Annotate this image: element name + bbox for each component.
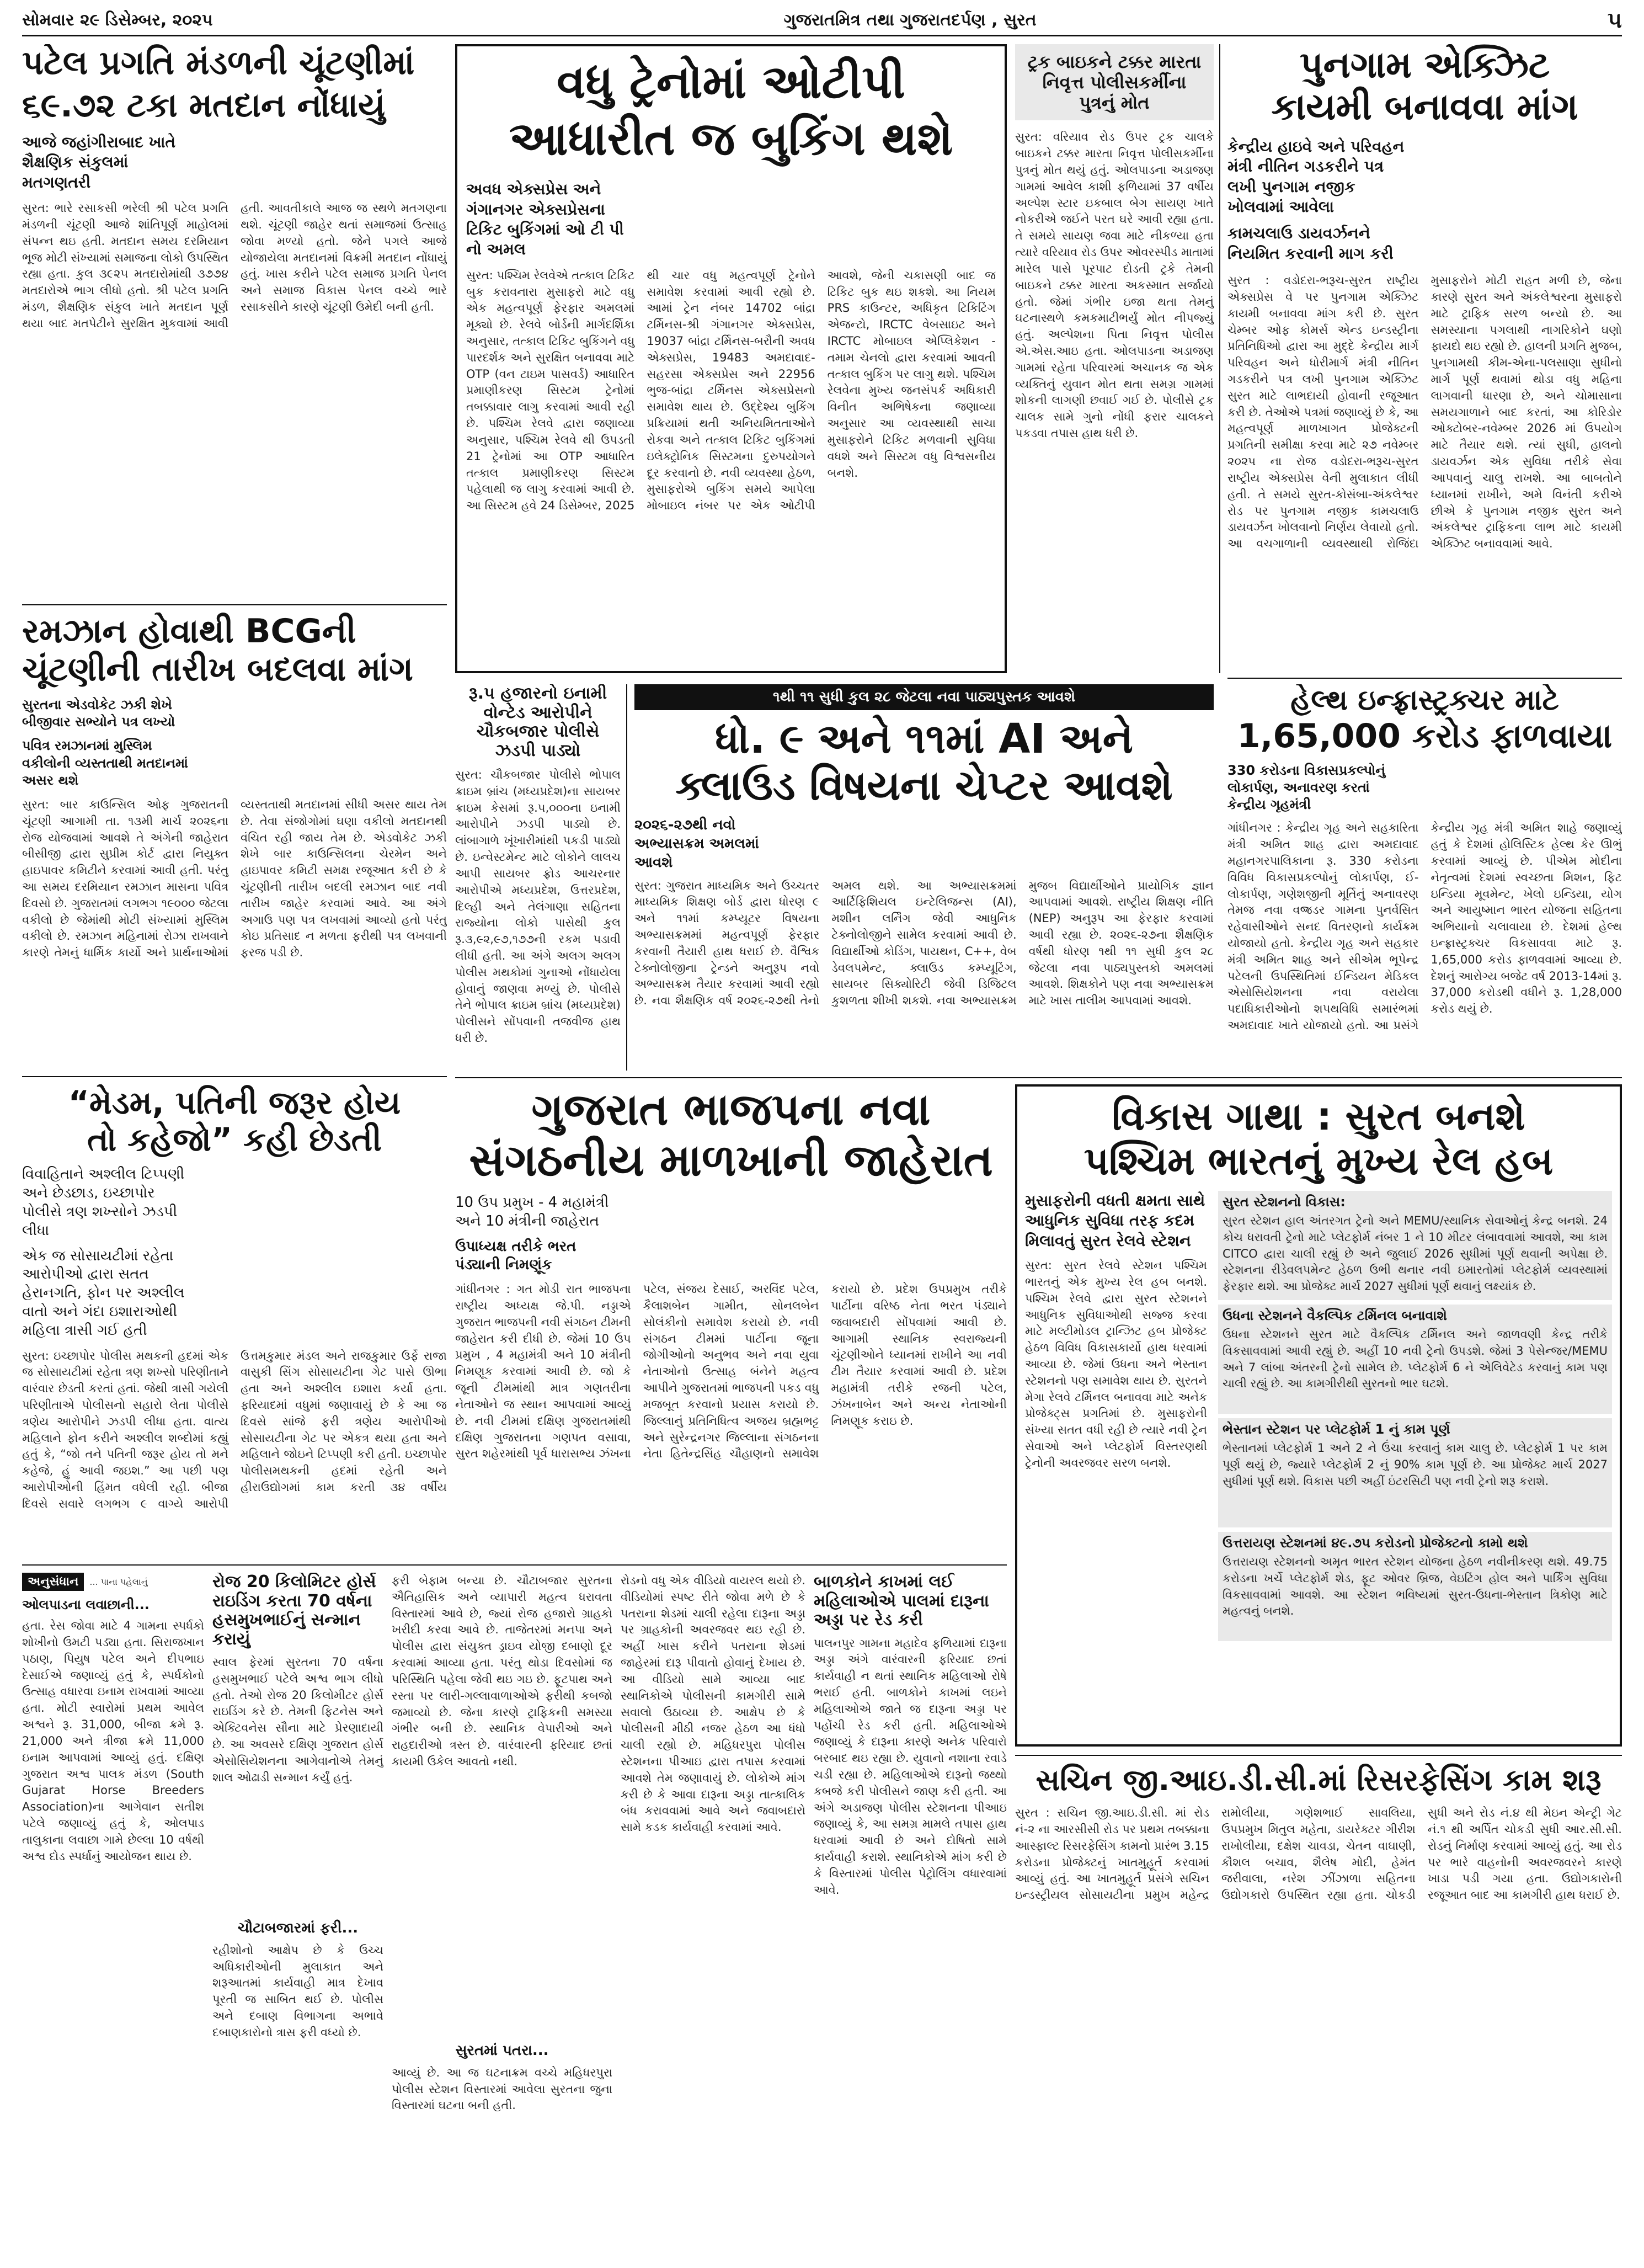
women-body: પાલનપુર ગામના મહાદેવ ફળિયામાં દારૂના અડ્ડા અંગે વારંવારની ફરિયાદ છતાં કાર્યવાહી ન થતાં સ્થાનિક મહિલાઓ રોષે ભરાઈ હતી. બાળકોને કાખમાં લઇને મહિલાઓએ જાતે જ દારૂના અડ્ડા પર પહોંચી રેડ કરી હતી. મહિલાઓએ જણાવ્યું કે દારૂના કારણે અનેક પરિવારો બરબાદ થઇ રહ્યા છે. યુવાનો નશાના રવાડે ચડી રહ્યા છે. મહિલાઓએ દારૂનો જથ્થો કબજે કરી પોલીસને જાણ કરી હતી. આ અંગે અડાજણ પોલીસ સ્ટેશનના પીઆઇ જણાવ્યું કે, આ સમગ્ર મામલે તપાસ હાથ ધરવામાં આવી છે અને દોષિતો સામે કાર્યવાહી કરાશે. સ્થાનિકોએ માંગ કરી છે કે વિસ્તારમાં પોલીસ પેટ્રોલિંગ વધારવામાં આવે.: [814, 1636, 1007, 1897]
divider: [1219, 44, 1220, 673]
article-patel: [22, 44, 447, 601]
divider: [22, 604, 447, 605]
patel-headline-1: પટેલ પ્રગતિ મંડળની ચૂંટણીમાં: [22, 44, 415, 82]
bike-body: સુરત: વરિયાવ રોડ ઉપર ટ્રક ચાલકે બાઇકને ટક્કર મારતા નિવૃત્ત પોલીસકર્મીના પુત્રનું મોત થયું હતું. ઓલપાડના અડાજણ ગામમાં આવેલ કાશી ફળિયામાં 37 વર્ષીય અલ્પેશ સ્ટાર ઇકબાલ બેગ સાયણ ખાતે નોકરીએ જઈને પરત ઘરે આવી રહ્યા હતા. તે સમયે સાયણ જવા માટે નીકળ્યા હતા ત્યારે વરિયાવ રોડ ઉપર ઓવરસ્પીડ માતામાં મારેલ પાસે પૂરપાટ દોડતી ટ્રકે તેમની બાઇકને ટક્કર મારતા અકસ્માત સર્જાયો હતો. જેમાં ગંભીર ઇજા થતા તેમનું ઘટનાસ્થળે કમકમાટીભર્યું મોત નીપજ્યું હતું. અલ્પેશના પિતા નિવૃત્ત પોલીસ એ.એસ.આઇ હતા. ઓલપાડના અડાજણ ગામમાં રહેતા પરિવારમાં અચાનક જ એક વ્યક્તિનું યુવાન મોત થતા સમગ્ર ગામમાં શોકની લાગણી છવાઈ ગઈ છે. પોલીસે ટ્રક ચાલક સામે ગુનો નોંધી ફરાર ચાલકને પકડવા તપાસ હાથ ધરી છે.: [1015, 130, 1214, 440]
ride-body: સ્વાલ ફેરમાં સુરતના 70 વર્ષના હસમુખભાઈ પટેલે અશ્વ ભાગ લીધો હતો. તેઓ રોજ 20 કિલોમીટર હોર્સ રાઇડિંગ કરે છે. તેમની ફિટનેસ અને એક્ટિવનેસ સૌના માટે પ્રેરણાદાયી છે. આ અવસરે દક્ષિણ ગુજરાત હોર્સ એસોસિયેશનના આગેવાનોએ તેમનું શાલ ઓઢાડી સન્માન કર્યું હતું.: [212, 1655, 383, 1784]
trains-intro: અવધ એક્સપ્રેસ અને ગંગાનગર એક્સપ્રેસના ટિકિટ બુકિંગમાં ઓ ટી પી નો અમલ: [466, 180, 624, 259]
article-chauta: [392, 1573, 612, 2251]
ai-intro: ૨૦૨૬-૨૭થી નવો અભ્યાસક્રમ અમલમાં આવશે: [634, 817, 759, 871]
surat-hub-section-4: [1218, 1532, 1612, 1641]
article-punagam: [1227, 44, 1622, 673]
issue-date: સોમવાર ૨૯ ડિસેમ્બર, ૨૦૨૫: [22, 10, 213, 30]
trains-body: સુરત: પશ્ચિમ રેલવેએ તત્કાલ ટિકિટ બુક કરાવનારા મુસાફરો માટે વધુ એક મહત્વપૂર્ણ ફેરફાર અમલમાં મૂક્યો છે. રેલવે બોર્ડની માર્ગદર્શિકા અનુસાર, તત્કાલ ટિકિટ બુકિંગને વધુ પારદર્શક અને સુરક્ષિત બનાવવા માટે OTP (વન ટાઇમ પાસવર્ડ) આધારિત પ્રમાણીકરણ સિસ્ટમ ટ્રેનોમાં તબક્કાવાર લાગુ કરવામાં આવી રહી છે. પશ્ચિમ રેલવે દ્વારા જણાવ્યા અનુસાર, પશ્ચિમ રેલવે થી ઉપડતી 21 ટ્રેનોમાં આ OTP આધારિત તત્કાલ પ્રમાણીકરણ સિસ્ટમ પહેલાથી જ લાગુ કરવામાં આવી છે. આ સિસ્ટમ હવે 24 ડિસેમ્બર, 2025 થી ચાર વધુ મહત્વપૂર્ણ ટ્રેનોને સમાવેશ કરવામાં આવી રહ્યો છે. આમાં ટ્રેન નંબર 14702 બાંદ્રા ટર્મિનસ-શ્રી ગંગાનગર એક્સપ્રેસ, 19037 બાંદ્રા ટર્મિનસ-બરૌની અવધ એક્સપ્રેસ, 19483 અમદાવાદ-સહરસા એક્સપ્રેસ અને 22956 ભુજ-બાંદ્રા ટર્મિનસ એક્સપ્રેસનો સમાવેશ થાય છે. ઉદ્દેશ્ય બુકિંગ પ્રક્રિયામાં થતી અનિયમિતતાઓને રોકવા અને તત્કાલ ટિકિટ બુકિંગમાં ઇલેક્ટ્રોનિક સિસ્ટમના દુરુપયોગને દૂર કરવાનો છે. નવી વ્યવસ્થા હેઠળ, મુસાફરોએ બુકિંગ સમયે આપેલા મોબાઇલ નંબર પર એક ઓટીપી આવશે, જેની ચકાસણી બાદ જ ટિકિટ બુક થઇ શકશે. આ નિયમ PRS કાઉન્ટર, અધિકૃત ટિકિટિંગ એજન્ટો, IRCTC વેબસાઇટ અને IRCTC મોબાઇલ એપ્લિકેશન - તમામ ચેનલો દ્વારા કરવામાં આવતી તત્કાલ બુકિંગ પર લાગુ થશે. પશ્ચિમ રેલવેના મુખ્ય જનસંપર્ક અધિકારી વિનીત અભિષેકના જણાવ્યા અનુસાર આ વ્યવસ્થાથી સાચા મુસાફરોને ટિકિટ મળવાની સુવિધા વધશે અને સિસ્ટમ વધુ વિશ્વસનીય બનશે.: [466, 268, 996, 513]
divider: [1015, 1755, 1622, 1756]
bike-title: ટ્રક બાઇકને ટક્કર મારતા નિવૃત્ત પોલીસકર્મીના પુત્રનું મોત: [1027, 51, 1202, 113]
article-madam: [22, 1084, 447, 1559]
page-number: ૫: [1607, 7, 1622, 33]
ride-sub: ચૌટાબજારમાં ફરી...: [237, 1920, 359, 1936]
ramzan-intro: સુરતના એડવોકેટ ઝકી શેખે બીજીવાર સભ્યોને પત્ર લખ્યો: [22, 697, 175, 730]
surat-hub-s3-title: ભેસ્તાન સ્ટેશન પર પ્લેટફોર્મ 1 નું કામ પૂર્ણ: [1223, 1422, 1450, 1437]
bjp-sub: ઉપાધ્યક્ષ તરીકે ભરત પંડ્યાની નિમણૂંક: [455, 1238, 577, 1274]
surat-hub-intro: મુસાફરોની વધતી ક્ષમતા સાથે આધુનિક સુવિધા તરફ કદમ મિલાવતું સુરત રેલવે સ્ટેશન: [1025, 1191, 1205, 1250]
anusandhan-label: અનુસંધાન: [22, 1573, 84, 1591]
mahidharpura-body: રોડનો વધુ એક વીડિયો વાયરલ થયો છે. વીડિયોમાં સ્પષ્ટ રીતે જોવા મળે છે કે પતરાના શેડમાં ચાલી રહેલા દારૂના અડ્ડા પર ગ્રાહકોની અવરજવર થઇ રહી છે. અહીં ખાસ કરીને પતરાના શેડમાં જાહેરમાં દારૂ પીવાતો હોવાનું દેખાય છે. આ વીડિયો સામે આવ્યા બાદ સ્થાનિકોએ પોલીસની કામગીરી સામે સવાલો ઉઠાવ્યા છે. આક્ષેપ છે કે પોલીસની મીઠી નજર હેઠળ આ ધંધો ચાલી રહ્યો છે. મહિધરપુરા પોલીસ સ્ટેશનના પીઆઇ દ્વારા તપાસ કરવામાં આવશે તેમ જણાવાયું છે. લોકોએ માંગ કરી છે કે આવા દારૂના અડ્ડા તાત્કાલિક બંધ કરાવવામાં આવે અને જવાબદારો સામે કડક કાર્યવાહી કરવામાં આવે.: [621, 1574, 805, 1834]
paper-name: ગુજરાતમિત્ર તથા ગુજરાતદર્પણ , સુરત: [783, 10, 1037, 30]
ai-headline-1: ધો. ૯ અને ૧૧માં AI અને: [715, 715, 1133, 763]
punagam-headline-1: પુનગામ એક્ઝિટ: [1299, 44, 1550, 86]
chauta-body: ફરી બેફામ બન્યા છે. ચૌટાબજાર સુરતના ઐતિહાસિક અને વ્યાપારી મહત્વ ધરાવતા વિસ્તારમાં આવે છે, જ્યાં રોજ હજારો ગ્રાહકો ખરીદી કરવા આવે છે. તાજેતરમાં મનપા અને પોલીસ દ્વારા સંયુક્ત ડ્રાઇવ યોજી દબાણો દૂર કરવામાં આવ્યા હતા. પરંતુ થોડા દિવસોમાં જ પરિસ્થિતિ પહેલા જેવી થઇ ગઇ છે. ફૂટપાથ અને રસ્તા પર લારી-ગલ્લાવાળાઓએ ફરીથી કબજો જમાવ્યો છે. જેના કારણે ટ્રાફિકની સમસ્યા ગંભીર બની છે. સ્થાનિક વેપારીઓ અને રાહદારીઓ ત્રસ્ત છે. વારંવારની ફરિયાદ છતાં કાયમી ઉકેલ આવતો નથી.: [392, 1574, 612, 1768]
madam-intro: વિવાહિતાને અશ્લીલ ટિપ્પણી અને છેડછાડ, ઇચ્છાપોર પોલીસે ત્રણ શખ્સોને ઝડપી લીધા: [22, 1166, 185, 1239]
trains-headline-1: વધુ ટ્રેનોમાં ઓટીપી: [557, 55, 905, 109]
reward-body: સુરત: ચૌકબજાર પોલીસે ભોપાલ ક્રાઇમ બ્રાંચ (મધ્યપ્રદેશ)ના સાયબર ક્રાઇમ કેસમાં રૂ.૫,૦૦૦ના ઇનામી આરોપીને ઝડપી પાડ્યો છે. લાંબાગાળે ખૂંખારીમાંથી પકડી પાડ્યો છે. ઇન્વેસ્ટમેન્ટ માટે લોકોને લાલચ આપી સાયબર ફ્રોડ આચરનાર આરોપીએ મધ્યપ્રદેશ, ઉત્તરપ્રદેશ, દિલ્હી અને તેલંગાણા સહિતના રાજ્યોના લોકો પાસેથી કુલ રૂ.૩,૯૨,૯૭,૧૭૭ની રકમ પડાવી લીધી હતી. આ અંગે અલગ અલગ પોલીસ મથકોમાં ગુનાઓ નોંધાયેલા હોવાનું જાણવા મળ્યું છે. પોલીસે તેને ભોપાલ ક્રાઇમ બ્રાંચ (મધ્યપ્રદેશ) પોલીસને સોંપવાની તજવીજ હાથ ધરી છે.: [455, 768, 621, 1045]
reward-title: રૂ.૫ હજારનો ઇનામી વોન્ટેડ આરોપીને ચૌકબજાર પોલીસે ઝડપી પાડ્યો: [468, 684, 607, 760]
divider: [626, 684, 627, 1071]
divider: [1227, 678, 1622, 679]
anusandhan-continued: ... પાના પહેલાનું: [89, 1576, 148, 1587]
health-headline-2: 1,65,000 કરોડ ફાળવાયા: [1237, 716, 1613, 755]
article-bike: [1015, 44, 1214, 673]
madam-body: સુરત: ઇચ્છાપોર પોલીસ મથકની હદમાં એક જ સોસાયટીમાં રહેતા ત્રણ શખ્સો પરિણીતાને વારંવાર છેડતી કરતાં હતાં. જેથી ત્રાસી ગયેલી પરિણીતાએ પોલીસનો સહારો લેતા પોલીસે ત્રણેય આરોપીને ઝડપી લીધા હતા. વાત્ય મહિલાને ફોન કરીને અશ્લીલ શબ્દોમાં કહ્યું હતું કે, “જો તને પતિની જરૂર હોય તો મને કહેજે, હું આવી જઇશ.” આ પછી પણ આરોપીઓની હિંમત વધેલી રહી. બીજા દિવસે સવારે લગભગ ૯ વાગ્યે આરોપી ઉત્તમકુમાર મંડલ અને રાજકુમાર ઉર્ફે રાજા વાસુકી સિંગ સોસાયટીના ગેટ પાસે ઊભા હતા અને અશ્લીલ ઇશારા કર્યા હતા. ફરિયાદમાં વધુમાં જણાવાયું છે કે આ જ દિવસે સાંજે ફરી ત્રણેય આરોપીઓ સોસાયટીના ગેટ પર એકત્ર થયા હતા અને મહિલાને જોઇને ટિપ્પણી કરી હતી. ઇચ્છાપોર પોલીસમથકની હદમાં રહેતી અને હીરાઉદ્યોગમાં કામ કરતી ૩૪ વર્ષીય: [22, 1349, 447, 1510]
article-trains: [455, 44, 1007, 673]
surat-hub-s1-title: સુરત સ્ટેશનનો વિકાસ:: [1223, 1194, 1346, 1210]
surat-hub-s4-body: ઉત્તરાયણ સ્ટેશનનો અમૃત ભારત સ્ટેશન યોજના હેઠળ નવીનીકરણ થશે. 49.75 કરોડના ખર્ચે પ્લેટફોર્મ શેડ, ફૂટ ઓવર બ્રિજ, વેઇટિંગ હોલ અને પાર્કિંગ સુવિધા વિકસાવવામાં આવશે. આ સ્ટેશન ભવિષ્યમાં સુરત-ઉધના-ભેસ્તાન ત્રિકોણ માટે મહત્વનું બનશે.: [1223, 1555, 1608, 1618]
punagam-body: સુરત : વડોદરા-ભરૂચ-સુરત રાષ્ટ્રીય એક્સપ્રેસ વે પર પુનગામ એક્ઝિટ કાયમી બનાવવા માંગ કરી છે. સુરત ચેમ્બર ઓફ કોમર્સ એન્ડ ઇન્ડસ્ટ્રીના પ્રતિનિધિઓ દ્વારા આ મુદ્દે કેન્દ્રીય માર્ગ પરિવહન અને ધોરીમાર્ગ મંત્રી નીતિન ગડકરીને પત્ર લખી પુનગામ એક્ઝિટ સુરત માટે લાભદાયી હોવાની રજૂઆત કરી છે. તેઓએ પત્રમાં જણાવ્યું છે કે, આ મહત્વપૂર્ણ માળખાગત પ્રોજેક્ટની પ્રગતિની સમીક્ષા કરવા માટે ૨૭ નવેમ્બર ૨૦૨૫ ના રોજ વડોદરા-ભરૂચ-સુરત રાષ્ટ્રીય એક્સપ્રેસ વેની મુલાકાત લીધી હતી. તે સમયે સુરત-કોસંબા-અંકલેશ્વર રોડ પર પુનગામ નજીક કામચલાઉ ડાયવર્ઝન ખોલવાનો નિર્ણય લેવાયો હતો. આ વચગાળાની વ્યવસ્થાથી રોજિંદા મુસાફરોને મોટી રાહત મળી છે, જેના કારણે સુરત અને અંકલેશ્વરના મુસાફરો માટે ટ્રાફિક સરળ બન્યો છે. આ સમસ્યાના પગલાથી નાગરિકોને ઘણો ફાયદો થઇ રહ્યો છે. હાલની પ્રગતિ મુજબ, પુનગામથી કીમ-એના-પલસાણા સુધીનો માર્ગ પૂર્ણ થવામાં થોડા વધુ મહિના લાગવાની ધારણા છે, અને ચોમાસાના સમયગાળાને બાદ કરતાં, આ કોરિડોર ઓક્ટોબર-નવેમ્બર 2026 માં ઉપયોગ માટે તૈયાર થશે. ત્યાં સુધી, હાલનો ડાયવર્ઝન એક સુવિધા તરીકે સેવા આપવાનું ચાલુ રાખશે. આ બાબતોને ધ્યાનમાં રાખીને, અમે વિનંતી કરીએ છીએ કે પુનગામ નજીક સુરત અને અંકલેશ્વર ટ્રાફિકના લાભ માટે કાયમી એક્ઝિટ બનાવવામાં આવે.: [1227, 274, 1622, 551]
article-bjp: [455, 1084, 1007, 1559]
chauta-sub: સુરતમાં પતરા...: [455, 2042, 549, 2059]
trains-headline-2: આધારીત જ બુકિંગ થશે: [509, 111, 953, 166]
masthead: [22, 6, 1622, 36]
madam-sub: એક જ સોસાયટીમાં રહેતા આરોપીઓ દ્વારા સતત હેરાનગતિ, ફોન પર અશ્લીલ વાતો અને ગંદા ઇશારાઓથી મહિલા ત્રાસી ગઈ હતી: [22, 1247, 185, 1339]
madam-headline-2: તો કહેજો” કહી છેડતી: [87, 1120, 382, 1158]
punagam-sub: કામચલાઉ ડાયવર્ઝનને નિયમિત કરવાની માગ કરી: [1227, 224, 1394, 263]
ramzan-headline-2: ચૂંટણીની તારીખ બદલવા માંગ: [22, 650, 413, 689]
health-intro: 330 કરોડના વિકાસપ્રકલ્પોનું લોકાર્પણ, અનાવરણ કરતાં કેન્દ્રીય ગૃહમંત્રી: [1227, 762, 1386, 813]
article-sachin: [1015, 1763, 1622, 2251]
patel-intro: આજે જહાંગીરાબાદ ખાતે શૈક્ષણિક સંકુલમાં મતગણતરી: [22, 133, 176, 191]
article-anusandhan: [22, 1573, 204, 2251]
surat-hub-s2-title: ઉધના સ્ટેશનને વૈકલ્પિક ટર્મિનલ બનાવાશે: [1223, 1308, 1447, 1323]
article-ramzan: [22, 613, 447, 1071]
surat-hub-s2-body: ઉધના સ્ટેશનને સુરત માટે વૈકલ્પિક ટર્મિનલ અને જાળવણી કેન્દ્ર તરીકે વિકસાવવામાં આવી રહ્યું છે. અહીં 10 નવી ટ્રેનો ઉપડશે. જેમાં 3 પેસેન્જર/MEMU અને 7 લાંબા અંતરની ટ્રેનો સામેલ છે. પ્લેટફોર્મ 6 ને એલિવેટેડ કરવાનું કામ પણ ચાલી રહ્યું છે. આ કામગીરીથી સુરતનો ભાર ઘટશે.: [1223, 1328, 1608, 1391]
divider: [22, 1564, 1007, 1566]
article-women: [814, 1573, 1007, 2251]
bjp-headline-1: ગુજરાત ભાજપના નવા: [531, 1084, 931, 1135]
surat-hub-section-3: [1218, 1418, 1612, 1527]
punagam-headline-2: કાયમી બનાવવા માંગ: [1271, 85, 1578, 128]
surat-hub-s4-title: ઉત્તરાયણ સ્ટેશનમાં ૪૯.૭૫ કરોડનો પ્રોજેક્ટનો કામો થશે: [1223, 1535, 1528, 1551]
chauta-sub-body: આવ્યું છે. આ જ ઘટનાક્રમ વચ્ચે મહિધરપુરા પોલીસ સ્ટેશન વિસ્તારમાં આવેલા સુરતના જુના વિસ્તારમાં ઘટના બની હતી.: [392, 2065, 612, 2112]
women-title: બાળકોને કાખમાં લઈ મહિલાઓએ પાલમાં દારૂના અડ્ડા પર રેડ કરી: [814, 1573, 989, 1630]
ramzan-headline-1: રમઝાન હોવાથી BCGની: [22, 613, 356, 651]
health-body: ગાંધીનગર : કેન્દ્રીય ગૃહ અને સહકારિતા મંત્રી અમિત શાહ દ્વારા અમદાવાદ મહાનગરપાલિકાના રૂ. 330 કરોડના વિવિધ વિકાસપ્રકલ્પોનું લોકાર્પણ, ઈ-લોકાર્પણ, ગણેશજીની મૂર્તિનું અનાવરણ તેમજ નવા વજ્રડર ગામના પુનર્વસિત રહેવાસીઓને સનદ વિતરણનો કાર્યક્રમ યોજાયો હતો. કેન્દ્રીય ગૃહ અને સહકાર મંત્રી અમિત શાહ અને સીએમ ભૂપેન્દ્ર પટેલની ઉપસ્થિતિમાં ઈન્ડિયન મેડિકલ એસોસિયેશનના નવા વરાયેલા પદાધિકારીઓનો શપથવિધિ સમારંભમાં અમદાવાદ ખાતે યોજાયો હતો. આ પ્રસંગે કેન્દ્રીય ગૃહ મંત્રી અમિત શાહે જણાવ્યું હતું કે દેશમાં હોલિસ્ટિક હેલ્થ કેર ઊભું કરવામાં આવ્યું છે. પીએમ મોદીના નેતૃત્વમાં દેશમાં સ્વચ્છતા મિશન, ફિટ ઇન્ડિયા મૂવમેન્ટ, ખેલો ઇન્ડિયા, યોગ અને આયુષ્માન ભારત યોજના સહિતના અભિયાનો ચલાવાયા છે. દેશમાં હેલ્થ ઇન્ફ્રાસ્ટ્રક્ચર વિકસાવવા માટે રૂ. 1,65,000 કરોડ ફાળવવામાં આવ્યા છે. દેશનું આરોગ્ય બજેટ વર્ષ 2013-14માં રૂ. 37,000 કરોડથી વધીને રૂ. 1,28,000 કરોડ થયું છે.: [1227, 821, 1622, 1032]
divider: [22, 1076, 447, 1077]
anusandhan-body: હતા. રેસ જોવા માટે 4 ગામના સ્પર્ધકો શોખીનો ઉમટી પડ્યા હતા. સિરાજખાન પઠાણ, પિયુષ પટેલ અને દીપભાઇ દેસાઈએ જણાવ્યું હતું કે, સ્પર્ધકોનો ઉત્સાહ વધારવા ઇનામ રાખવામાં આવ્યા હતા. મોટી સ્વારોમાં પ્રથમ આવેલ અશ્વને રૂ. 31,000, બીજા ક્રમે રૂ. 21,000 અને ત્રીજા ક્રમે 11,000 ઇનામ આપવામાં આવ્યું હતું. દક્ષિણ ગુજરાત અશ્વ પાલક મંડળ (South Gujarat Horse Breeders Association)ના આગેવાન સતીશ પટેલે જણાવ્યું હતું કે, ઓલપાડ તાલુકાના લવાછા ગામે છેલ્લા 10 વર્ષથી અશ્વ દોડ સ્પર્ધાનું આયોજન થાય છે.: [22, 1619, 204, 1863]
article-surat-hub: [1015, 1084, 1622, 1747]
anusandhan-title: ઓલપાડના લવાછાની...: [22, 1597, 150, 1612]
bjp-headline-2: સંગઠનીય માળખાની જાહેરાત: [469, 1135, 993, 1186]
article-health: [1227, 684, 1622, 1071]
patel-body: સુરત: ભારે રસાકસી ભરેલી શ્રી પટેલ પ્રગતિ મંડળની ચૂંટણી આજે શાંતિપૂર્ણ માહોલમાં સંપન્ન થઇ હતી. મતદાન સમય દરમિયાન ભૂજ મોટી સંખ્યામાં સમાજના લોકો ઉપસ્થિત રહ્યા હતા. કુલ ૩૯૨૫ મતદારોમાંથી ૩૭૭૪ મતદારોએ ભાગ લીધો હતો. શ્રી પટેલ પ્રગતિ મંડળ, શૈક્ષણિક સંકુલ ખાતે મતદાન પૂર્ણ થયા બાદ મતપેટીને સુરક્ષિત મુકવામાં આવી હતી. આવતીકાલે આજ જ સ્થળે મતગણના થશે. ચૂંટણી જાહેર થતાં સમાજમાં ઉત્સાહ જોવા મળ્યો હતો. જેને પગલે આજે યોજાયેલા મતદાનમાં વિક્રમી મતદાન નોંધાયું હતું. ખાસ કરીને પટેલ સમાજ પ્રગતિ પેનલ અને સમાજ વિકાસ પેનલ વચ્ચે ભારે રસાકસીને કારણે ચૂંટણી ઉમેદી બની હતી.: [22, 201, 447, 330]
article-mahidharpura: [621, 1573, 805, 2251]
sachin-title: સચિન જી.આઇ.ડી.સી.માં રિસરફેસિંગ કામ શરૂ: [1035, 1763, 1602, 1797]
ride-title: રોજ 20 કિલોમિટર હોર્સ રાઇડિંગ કરતા 70 વર્ષના હસમુખભાઈનું સન્માન કરાયું: [212, 1573, 376, 1649]
surat-hub-section-2: [1218, 1305, 1612, 1414]
ai-body: સુરત: ગુજરાત માધ્યમિક અને ઉચ્ચતર માધ્યમિક શિક્ષણ બોર્ડ દ્વારા ધોરણ ૯ અને ૧૧માં કમ્પ્યૂટર વિષયના અભ્યાસક્રમમાં મહત્વપૂર્ણ ફેરફાર કરવાની તૈયારી હાથ ધરાઈ છે. વૈશ્વિક ટેક્નોલોજીના ટ્રેન્ડને અનુરૂપ નવો અભ્યાસક્રમ તૈયાર કરવામાં આવી રહ્યો છે. નવા શૈક્ષણિક વર્ષ ૨૦૨૬-૨૭થી તેનો અમલ થશે. આ અભ્યાસક્રમમાં આર્ટિફિશિયલ ઇન્ટેલિજન્સ (AI), મશીન લર્નિંગ જેવી આધુનિક ટેક્નોલોજીને સામેલ કરવામાં આવી છે. વિદ્યાર્થીઓ કોડિંગ, પાયથન, C++, વેબ ડેવલપમેન્ટ, ક્લાઉડ કમ્પ્યૂટિંગ, સાયબર સિક્યોરિટી જેવી ડિજિટલ કુશળતા શીખી શકશે. નવા અભ્યાસક્રમ મુજબ વિદ્યાર્થીઓને પ્રાયોગિક જ્ઞાન આપવામાં આવશે. રાષ્ટ્રીય શિક્ષણ નીતિ (NEP) અનુરૂપ આ ફેરફાર કરવામાં આવી રહ્યા છે. ૨૦૨૬-૨૭ના શૈક્ષણિક વર્ષથી ધોરણ ૧થી ૧૧ સુધી કુલ ૨૮ જેટલા નવા પાઠ્યપુસ્તકો અમલમાં આવશે. શિક્ષકોને પણ નવા અભ્યાસક્રમ માટે ખાસ તાલીમ આપવામાં આવશે.: [634, 879, 1214, 1008]
health-headline-1: હેલ્થ ઇન્ફ્રાસ્ટ્રક્ચર માટે: [1290, 684, 1559, 717]
bjp-body: ગાંધીનગર : ગત મોડી રાત ભાજપના રાષ્ટ્રીય અધ્યક્ષ જે.પી. નડ્ડાએ ગુજરાત ભાજપની નવી સંગઠન ટીમની જાહેરાત કરી દીધી છે. જેમાં 10 ઉપ પ્રમુખ , 4 મહામંત્રી અને 10 મંત્રીની નિમણૂક કરવામાં આવી છે. જો કે જૂની ટીમમાંથી માત્ર ગણતરીના નેતાઓને જ સ્થાન આપવામાં આવ્યું છે. નવી ટીમમાં દક્ષિણ ગુજરાતમાંથી દક્ષિણ ગુજરાતના ગણપત વસાવા, સુરત શહેરમાંથી પૂર્વ ધારાસભ્ય ઝંખના પટેલ, સંજય દેસાઈ, અરવિંદ પટેલ, કૈલાશબેન ગામીત, સોનલબેન સોલંકીનો સમાવેશ કરાયો છે. નવી સંગઠન ટીમમાં પાર્ટીના જૂના જોગીઓનો અનુભવ અને નવા યુવા નેતાઓનો ઉત્સાહ બંનેને મહત્વ આપીને ગુજરાતમાં ભાજપની પકડ વધુ મજબૂત કરવાનો પ્રયાસ કરાયો છે. જિલ્લાનું પ્રતિનિધિત્વ અજય બ્રહ્મભટ્ટ અને સુરેન્દ્રનગર જિલ્લાના સંગઠનના નેતા હિતેન્દ્રસિંહ ચૌહાણનો સમાવેશ કરાયો છે. પ્રદેશ ઉપપ્રમુખ તરીકે પાર્ટીના વરિષ્ઠ નેતા ભરત પંડ્યાને જવાબદારી સોંપવામાં આવી છે. આગામી સ્થાનિક સ્વરાજ્યની ચૂંટણીઓને ધ્યાનમાં રાખીને આ નવી ટીમ તૈયાર કરવામાં આવી છે. પ્રદેશ મહામંત્રી તરીકે રજની પટેલ, ઝંખનાબેન અને અન્ય નેતાઓની નિમણૂક કરાઇ છે.: [455, 1282, 1007, 1461]
surat-hub-headline-2: પશ્ચિમ ભારતનું મુખ્ય રેલ હબ: [1083, 1138, 1554, 1184]
bike-title-box: [1015, 44, 1214, 120]
madam-headline-1: “મેડમ, પતિની જરૂર હોય: [68, 1084, 401, 1121]
anusandhan-header: [22, 1573, 204, 1591]
divider: [455, 1077, 1622, 1078]
ramzan-body: સુરત: બાર કાઉન્સિલ ઓફ ગુજરાતની ચૂંટણી આગામી તા. ૧૩મી માર્ચ ૨૦૨૬ના રોજ યોજવામાં આવશે તે અંગેની જાહેરાત બીસીજી દ્વારા સુપ્રીમ કોર્ટ દ્વારા નિયુક્ત હાઇપાવર કમિટીને કરવામાં આવી હતી. પરંતુ આ સમય દરમિયાન રમઝાન માસના પવિત્ર દિવસો છે. ગુજરાતમાં લગભગ ૧૯૦૦૦ જેટલા વકીલો છે જેમાંથી મોટી સંખ્યામાં મુસ્લિમ વકીલો છે. રમઝાન મહિનામાં રોઝા રાખવાને કારણે તેમનું ધાર્મિક કાર્યો અને પ્રાર્થનાઓમાં વ્યસ્તતાથી મતદાનમાં સીધી અસર થાય તેમ છે. તેવા સંજોગોમાં ઘણા વકીલો મતદાનથી વંચિત રહી જાય તેમ છે. એડવોકેટ ઝકી શેખે બાર કાઉન્સિલના ચેરમેન અને હાઇપાવર કમિટી સમક્ષ રજૂઆત કરી છે કે ચૂંટણીની તારીખ બદલી રમઝાન બાદ નવી તારીખ જાહેર કરવામાં આવે. આ અંગે અગાઉ પણ પત્ર લખવામાં આવ્યો હતો પરંતુ કોઇ પ્રતિસાદ ન મળતા ફરીથી પત્ર લખવાની ફરજ પડી છે.: [22, 797, 447, 960]
ramzan-sub: પવિત્ર રમઝાનમાં મુસ્લિમ વકીલોની વ્યસ્તતાથી મતદાનમાં અસર થશે: [22, 738, 188, 788]
surat-hub-body: સુરત: સુરત રેલવે સ્ટેશન પશ્ચિમ ભારતનું એક મુખ્ય રેલ હબ બનશે. પશ્ચિમ રેલવે દ્વારા સુરત સ્ટેશનને આધુનિક સુવિધાઓથી સજ્જ કરવા માટે મલ્ટીમોડલ ટ્રાન્ઝિટ હબ પ્રોજેક્ટ હેઠળ વિવિધ વિકાસકાર્યો હાથ ધરવામાં આવ્યા છે. જેમાં ઉધના અને ભેસ્તાન સ્ટેશનનો પણ સમાવેશ થાય છે. સુરતને મેગા રેલવે ટર્મિનલ બનાવવા માટે અનેક પ્રોજેક્ટ્સ પ્રગતિમાં છે. મુસાફરોની સંખ્યા સતત વધી રહી છે ત્યારે નવી ટ્રેન સેવાઓ અને પ્લેટફોર્મ વિસ્તરણથી ટ્રેનોની અવરજવર સરળ બનશે.: [1025, 1259, 1207, 1470]
patel-headline-2: ૬૯.૭૨ ટકા મતદાન નોંધાયું: [22, 86, 386, 125]
article-ai: [634, 684, 1214, 1071]
surat-hub-section-1: [1218, 1191, 1612, 1300]
article-reward: [455, 684, 621, 1071]
ride-sub-body: રહીશોનો આક્ષેપ છે કે ઉચ્ચ અધિકારીઓની મુલાકાત અને શરૂઆતમાં કાર્યવાહી માત્ર દેખાવ પૂરતી જ સાબિત થઈ છે. પોલીસ અને દબાણ વિભાગના અભાવે દબાણકારોનો ત્રાસ ફરી વધ્યો છે.: [212, 1943, 383, 2039]
surat-hub-s1-body: સુરત સ્ટેશન હાલ અંતરગત ટ્રેનો અને MEMU/સ્થાનિક સેવાઓનું કેન્દ્ર બનશે. 24 કોચ ધરાવતી ટ્રેનો માટે પ્લેટફોર્મ નંબર 1 ને 10 મીટર લંબાવવામાં આવશે, આ કામ CITCO દ્વારા ચાલી રહ્યું છે અને જુલાઈ 2026 સુધીમાં પૂર્ણ થવાની અપેક્ષા છે. સ્ટેશનના રીડેવલપમેન્ટ હેઠળ ઉભી થનાર નવી ઇમારતોમાં પ્લેટફોર્મ વ્યવસ્થામાં ફેરફાર થશે. આ પ્રોજેક્ટ માર્ચ 2027 સુધીમાં પૂર્ણ થવાનું લક્ષ્યાંક છે.: [1223, 1214, 1608, 1293]
ai-banner: ૧થી ૧૧ સુધી કુલ ૨૮ જેટલા નવા પાઠ્યપુસ્તક આવશે: [634, 684, 1214, 710]
surat-hub-s3-body: ભેસ્તાનમાં પ્લેટફોર્મ 1 અને 2 ને ઉંચા કરવાનું કામ ચાલુ છે. પ્લેટફોર્મ 1 પર કામ પૂર્ણ થયું છે, જ્યારે પ્લેટફોર્મ 2 નું 90% કામ પૂર્ણ છે. આ પ્રોજેક્ટ માર્ચ 2027 સુધીમાં પૂર્ણ થશે. વિકાસ પછી અહીં ઇંટરસિટી પણ નવી ટ્રેનો શરૂ કરાશે.: [1223, 1441, 1608, 1488]
punagam-intro: કેન્દ્રીય હાઇવે અને પરિવહન મંત્રી નીતિન ગડકરીને પત્ર લખી પુનગામ નજીક ખોલવામાં આવેલા: [1227, 137, 1405, 216]
sachin-body: સુરત : સચિન જી.આઇ.ડી.સી. માં રોડ નં-૨ ના આરસીસી રોડ પર પ્રથમ તબક્કાના આસ્ફાલ્ટ રિસરફેસિંગ કામનો પ્રારંભ 3.15 કરોડના પ્રોજેક્ટનું ખાતમુહૂર્ત કરવામાં આવ્યું હતું. આ ખાતમુહૂર્ત પ્રસંગે સચિન ઇન્ડસ્ટ્રીયલ સોસાયટીના પ્રમુખ મહેન્દ્ર રામોલીયા, ગણેશભાઈ સાવલિયા, ઉપપ્રમુખ મિતુલ મહેતા, ડાયરેક્ટર ગીરીશ રાખોલીયા, દક્ષેશ ચાવડા, ચેતન વાઘાણી, કૌશલ બચાવ, શૈલેષ મોદી, હેમંત જરીવાલા, નરેશ ઝીંઝાળા સહિતના ઉદ્યોગકારો ઉપસ્થિત રહ્યા હતા. ચોકડી સુધી અને રોડ નં.૪ થી મેઇન એન્ટ્રી ગેટ નં.૧ થી અર્પિત ચોકડી સુધી આર.સી.સી. રોડનું નિર્માણ કરવામાં આવ્યું હતું. આ રોડ પર ભારે વાહનોની અવરજવરને કારણે ખાડા પડી ગયા હતા. ઉદ્યોગકારોની રજૂઆત બાદ આ કામગીરી હાથ ધરાઈ છે.: [1015, 1806, 1622, 1902]
article-ride: [212, 1573, 383, 2251]
bjp-intro: 10 ઉપ પ્રમુખ - 4 મહામંત્રી અને 10 મંત્રીની જાહેરાત: [455, 1194, 609, 1229]
surat-hub-headline-1: વિકાસ ગાથા : સુરત બનશે: [1112, 1094, 1525, 1139]
ai-headline-2: ક્લાઉડ વિષયના ચેપ્ટર આવશે: [675, 762, 1173, 810]
